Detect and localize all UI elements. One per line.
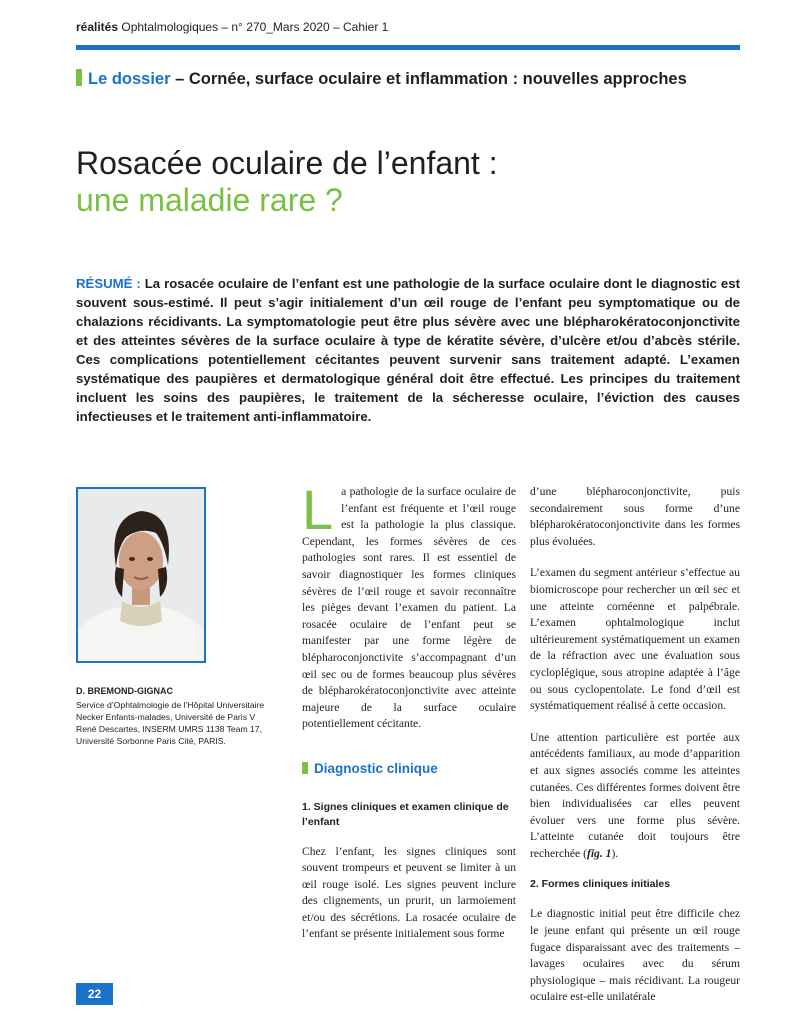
- dossier-label: Le dossier: [88, 70, 171, 88]
- body-column-1: [302, 478, 516, 958]
- paragraph-signs: [302, 844, 516, 944]
- page-number: 22: [76, 983, 113, 1005]
- journal-issue: Ophtalmologiques – n° 270_Mars 2020 – Cahier 1: [118, 20, 389, 34]
- paragraph-signs-text: Chez l’enfant, les signes cliniques sont souvent trompeurs et peuvent se limiter à un œil rouge isolé. Les signes peuvent inclure des clignements, un prurit, un larmoiement et/ou des sécrétions. La rosacée oculaire de l’enfant se présente initialement sous forme: [302, 844, 516, 941]
- subheading-1: 1. Signes cliniques et examen clinique de l’enfant: [302, 800, 509, 828]
- paragraph-initial-forms: Le diagnostic initial peut être difficile chez le jeune enfant qui présente un œil rouge fugace disparaissant avec des traitements – lavages oculaires avec du sérum physiologique – mais récidivant. La rougeur oculaire est-elle unilatérale: [530, 907, 740, 1004]
- article-title-line1: Rosacée oculaire de l’enfant :: [76, 145, 498, 181]
- paragraph-history-end: ).: [611, 846, 619, 860]
- paragraph-intro: [302, 478, 516, 733]
- dropcap-letter: L: [302, 478, 334, 541]
- paragraph-intro-text: a pathologie de la surface oculaire de l’enfant est fréquente et l’œil rouge est la pathologie la plus classique. Cependant, les formes sévères de ces pathologies sont rares. Il est essentiel de savoir diagnostiquer les formes cliniques sévères de l’œil rouge et savoir reconnaître les pièges devant l’examen du patient. La rosacée oculaire de l’enfant peut se manifester par une forme légère de blépharoconjonctivite s’accompagnant d’un œil sec ou de formes beaucoup plus sévères de blépharokératoconjonctivite avec atteinte majeure de la surface oculaire potentiellement cécitante.: [302, 485, 516, 731]
- dossier-bar-marker: [76, 69, 82, 86]
- article-summary: [76, 274, 740, 426]
- paragraph-history: [530, 730, 740, 863]
- section-heading: [302, 761, 516, 778]
- figure-reference[interactable]: fig. 1: [586, 846, 612, 860]
- summary-text: La rosacée oculaire de l’enfant est une pathologie de la surface oculaire dont le diagnostic est souvent sous-estimé. Il peut s’agir initialement d’un œil rouge de l’enfant peu symptomatique ou de chalazions récidivants. La symptomatologie peut être plus sévère avec une blépharokératoconjonctivite et des atteintes sévères de la surface oculaire à type de kératite sévère, d’ulcère et/ou d’abcès stérile. Ces complications potentiellement cécitantes peuvent survenir sans traitement adapté. L’examen systématique des paupières et dermatologique général doit être effectué. Les principes du traitement incluent les soins des paupières, le traitement de la sécheresse oculaire, l’éviction des causes infectieuses et le traitement anti-inflammatoire.: [76, 276, 740, 424]
- header-rule: [76, 45, 740, 50]
- journal-brand: réalités: [76, 20, 119, 34]
- article-title-line2: une maladie rare ?: [76, 182, 343, 218]
- paragraph-history-text: Une attention particulière est portée aux antécédents familiaux, au mode d’apparition et aux signes associés comme les atteintes cutanées. Ces différentes formes doivent être bien individualisées car elles peuvent évoluer vers une forme plus sévère. L’atteinte cutanée doit toujours être recherchée (: [530, 730, 740, 860]
- author-name: D. BREMOND-GIGNAC: [76, 686, 173, 696]
- body-column-2: [530, 484, 740, 1021]
- paragraph-exam: L’examen du segment antérieur s’effectue au biomicroscope pour rechercher un œil sec et une atteinte cornéenne et palpébrale. L’examen ophtalmologique inclut ultérieurement systématiquement un examen de la réfraction avec une évaluation sous cycloplégique, sous atropine adaptée à l’âge ou sous cyclopentolate. Le fond d’œil est systématiquement réalisé à cette occasion.: [530, 566, 740, 713]
- dossier-title: – Cornée, surface oculaire et inflammation : nouvelles approches: [170, 70, 687, 88]
- dossier-heading: [76, 69, 687, 89]
- author-portrait-image: [78, 489, 204, 661]
- paragraph-signs-continued: d’une blépharoconjonctivite, puis secondairement sous forme d’une blépharokératoconjonctivite dans les formes plus évoluées.: [530, 485, 740, 548]
- section-bar-marker: [302, 762, 308, 774]
- summary-label: RÉSUMÉ :: [76, 276, 141, 291]
- section-heading-text: Diagnostic clinique: [314, 760, 438, 776]
- author-photo: [76, 487, 206, 663]
- subheading-2: 2. Formes cliniques initiales: [530, 878, 671, 891]
- author-affiliation: Service d’Ophtalmologie de l’Hôpital Universitaire Necker Enfants-malades, Université de Paris V René Descartes, INSERM UMRS 1138 Team 17, Université Sorbonne Paris Cité, PARIS.: [76, 700, 265, 747]
- journal-header: [76, 20, 388, 34]
